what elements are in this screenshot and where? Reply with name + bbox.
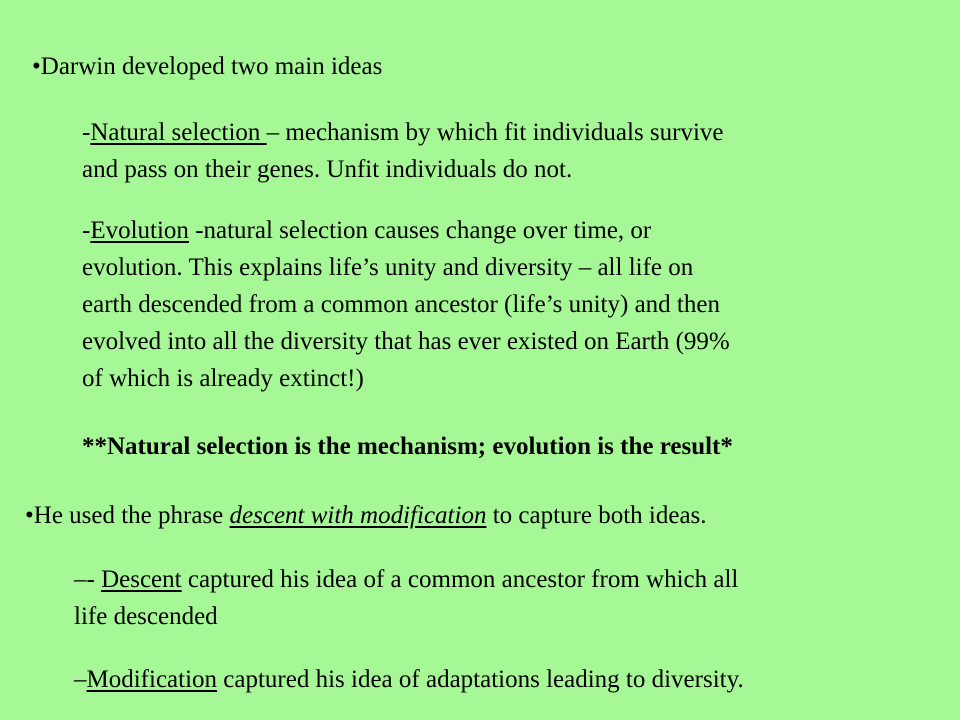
emphasis-statement: **Natural selection is the mechanism; evolution is the result* (82, 433, 733, 460)
evolution-line-3: earth descended from a common ancestor (life’s unity) and then (82, 291, 720, 318)
natural-selection-line-2: and pass on their genes. Unfit individuals do not. (82, 156, 573, 183)
term-evolution: Evolution (90, 217, 189, 244)
bullet-text-pre: He used the phrase (33, 502, 230, 529)
term-descent: Descent (101, 566, 182, 593)
bullet-descent-with-modification (25, 497, 707, 534)
definition-text: -natural selection causes change over time, or (188, 217, 652, 244)
dash-prefix: - (82, 119, 91, 146)
natural-selection-line-1 (82, 114, 724, 151)
descent-line-2: life descended (74, 603, 218, 630)
bullet-marker: • (25, 502, 34, 529)
term-modification: Modification (86, 666, 218, 693)
evolution-line-1 (82, 212, 651, 249)
dash-prefix: – (74, 666, 87, 693)
evolution-line-4: evolved into all the diversity that has ever existed on Earth (99% (82, 328, 730, 355)
modification-line (74, 661, 744, 698)
evolution-line-5: of which is already extinct!) (82, 365, 364, 392)
definition-text: captured his idea of adaptations leading to diversity. (217, 666, 744, 693)
definition-text: – mechanism by which fit individuals survive (266, 119, 724, 146)
dash-prefix: –- (74, 566, 102, 593)
bullet-text-post: to capture both ideas. (486, 502, 707, 529)
term-natural-selection: Natural selection (90, 119, 267, 146)
definition-text: captured his idea of a common ancestor from which all (181, 566, 739, 593)
descent-line-1 (74, 561, 738, 598)
bullet-darwin-ideas (32, 48, 382, 85)
bullet-marker: • (32, 53, 41, 80)
dash-prefix: - (82, 217, 91, 244)
evolution-line-2: evolution. This explains life’s unity and diversity – all life on (82, 254, 694, 281)
phrase-descent-with-modification: descent with modification (229, 502, 487, 529)
bullet-text: Darwin developed two main ideas (40, 53, 383, 80)
